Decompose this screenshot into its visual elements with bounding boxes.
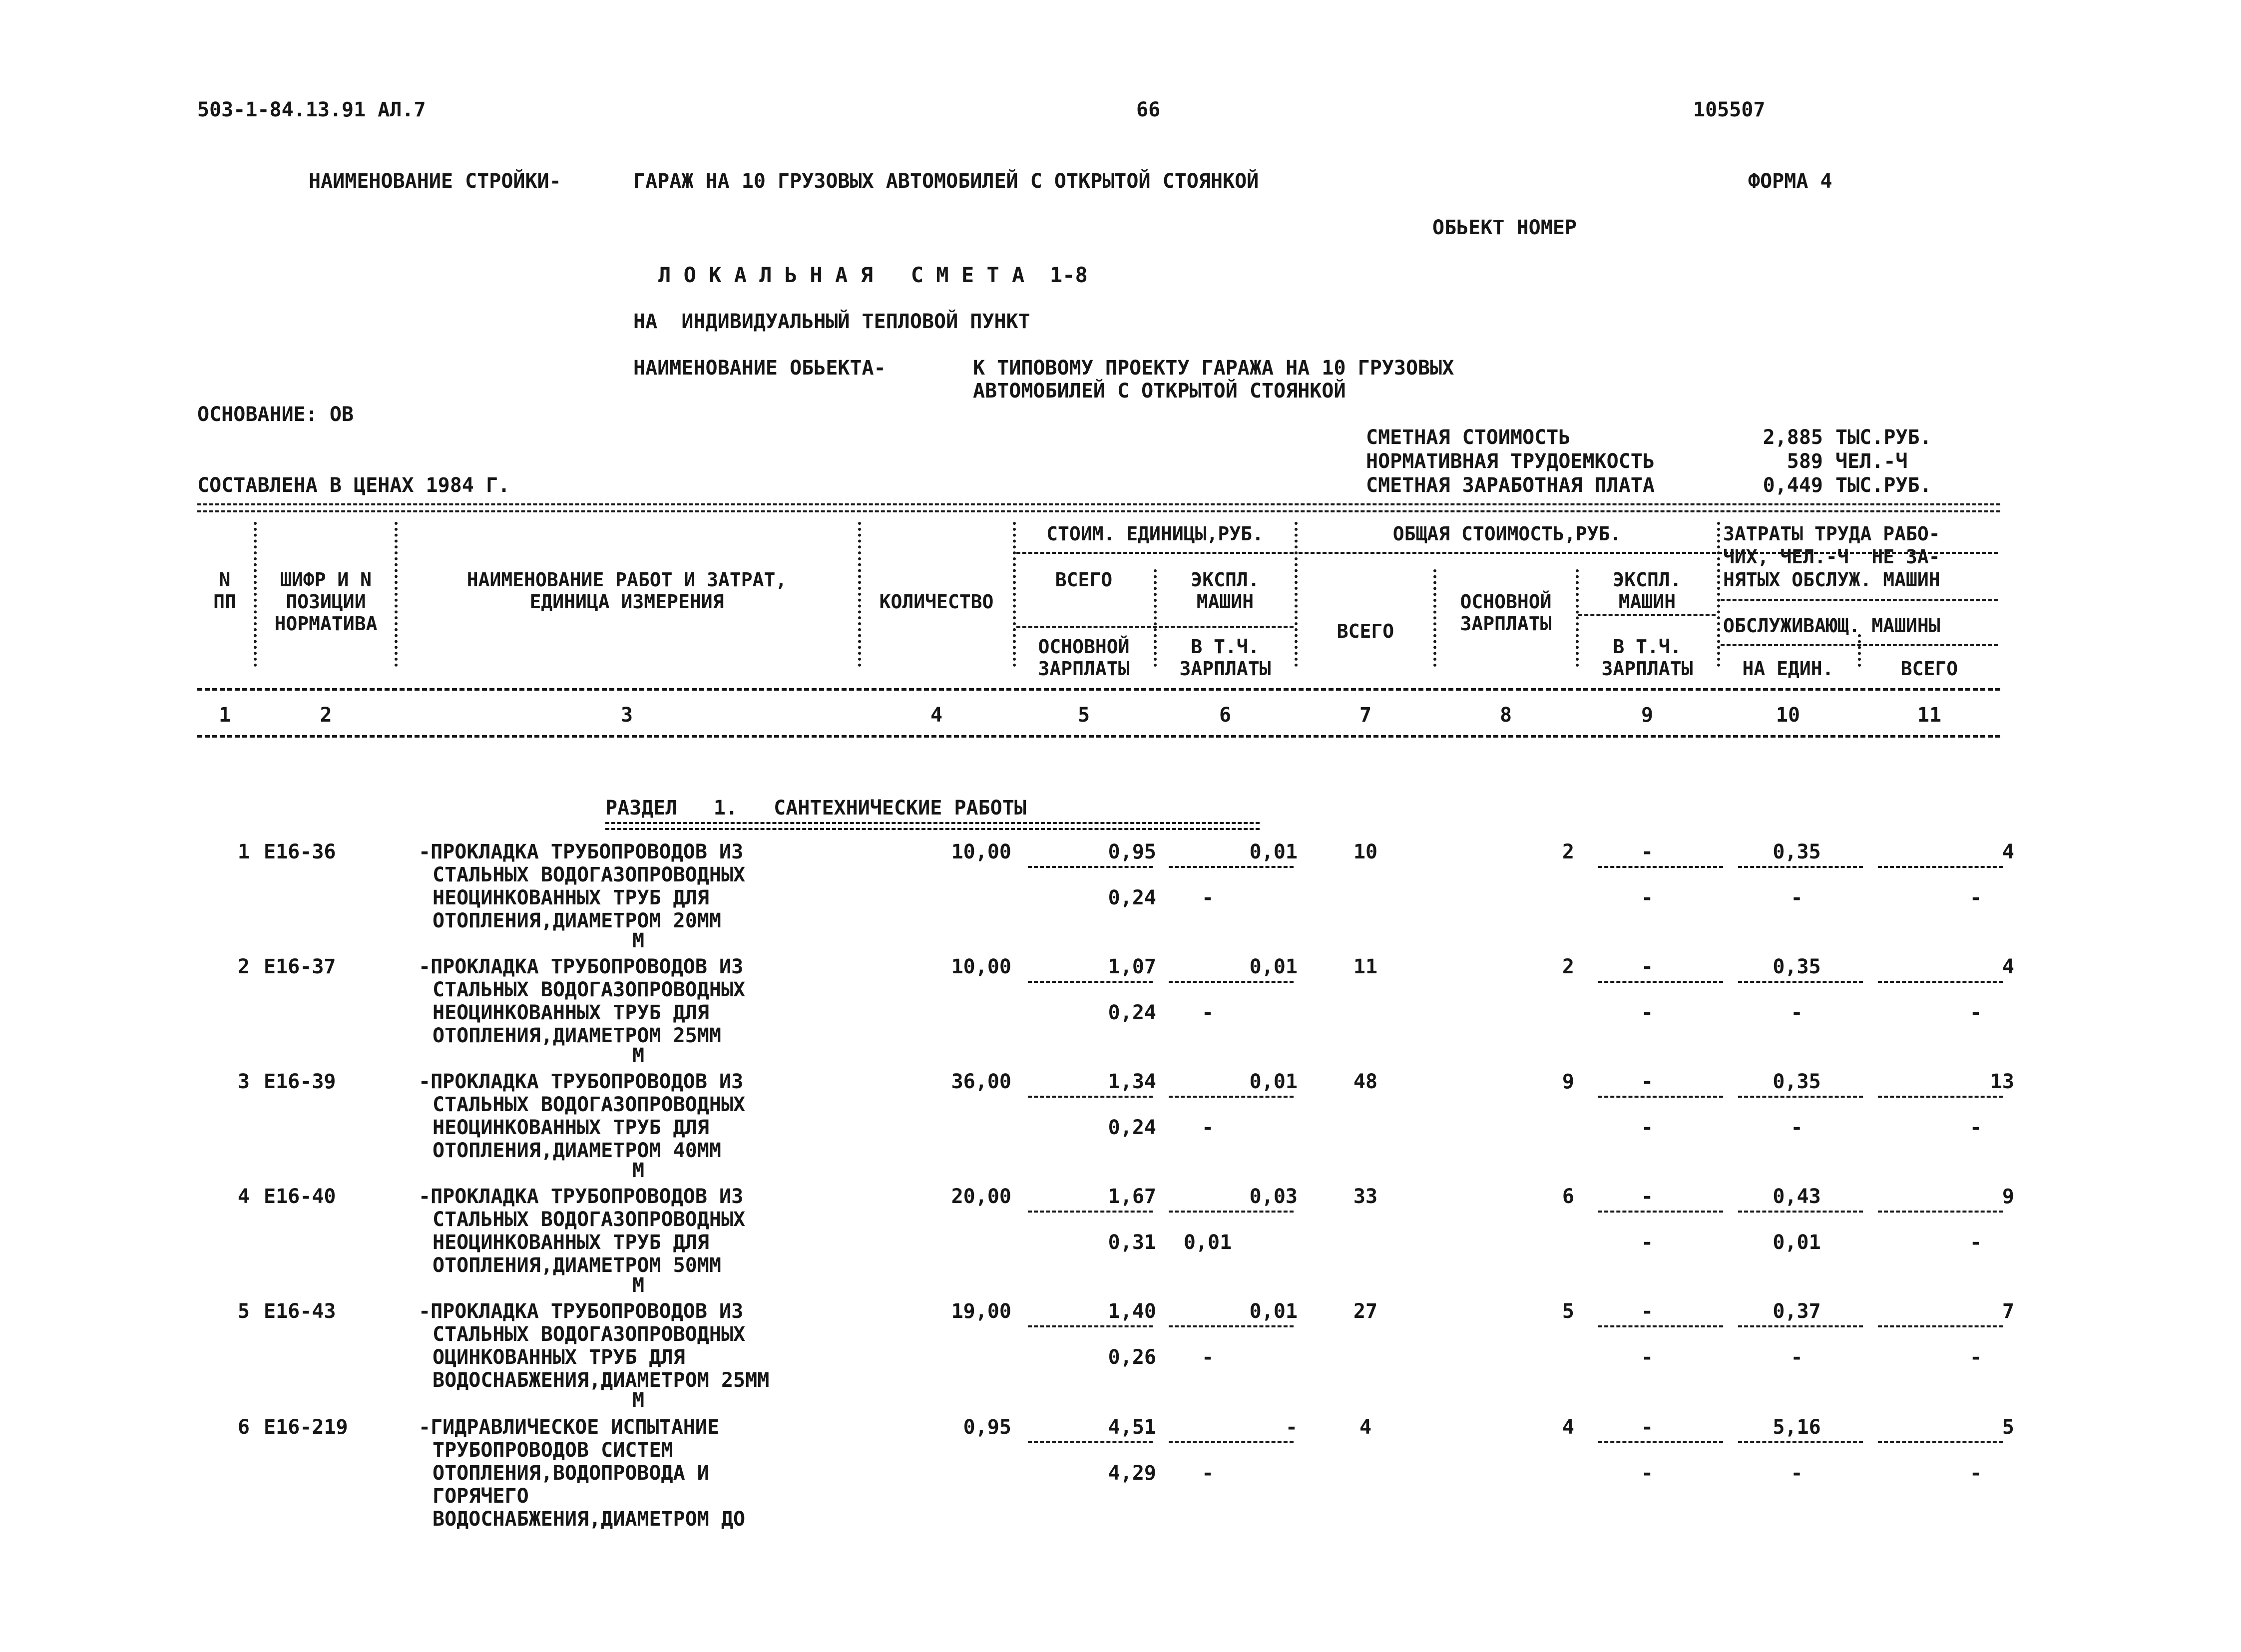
row-description-line: ОТОПЛЕНИЯ,ДИАМЕТРОМ 20ММ — [433, 909, 721, 932]
row-description-line: ОТОПЛЕНИЯ,ДИАМЕТРОМ 25ММ — [433, 1024, 721, 1047]
hdr-total-wage-2: ЗАРПЛАТЫ — [1460, 613, 1552, 635]
row-number: 2 — [237, 955, 250, 978]
hdr-unit-mach-1: ЭКСПЛ. — [1191, 569, 1260, 591]
row-unit-cost-wage: 0,24 — [1108, 1116, 1156, 1139]
hdr-unit-incl-1: В Т.Ч. — [1191, 636, 1260, 658]
row-unit-cost-total: 1,67 — [1108, 1185, 1156, 1208]
hdr-unit-wage-1: ОСНОВНОЙ — [1038, 636, 1130, 658]
hdr-unit-total: ВСЕГО — [1055, 569, 1113, 591]
object-name-label: НАИМЕНОВАНИЕ ОБЬЕКТА- — [633, 357, 886, 380]
colsep-6 — [1717, 522, 1720, 667]
hdr-total-incl-1: В Т.Ч. — [1613, 636, 1682, 658]
row-total-incl: - — [1641, 1001, 1654, 1024]
colsep-8a — [1576, 569, 1579, 667]
row-labor-unit-rule — [1738, 1441, 1863, 1443]
row-total-incl: - — [1641, 1346, 1654, 1369]
form-label: ФОРМА 4 — [1748, 170, 1832, 193]
row-unit-cost-machines: 0,01 — [1249, 955, 1298, 978]
hdr-name-2: ЕДИНИЦА ИЗМЕРЕНИЯ — [529, 591, 724, 613]
row-description-line: НЕОЦИНКОВАННЫХ ТРУБ ДЛЯ — [433, 1001, 709, 1024]
colsep-7a — [1433, 569, 1436, 667]
row-total-mach-rule — [1598, 981, 1723, 983]
summary-unit-wage: ТЫС.РУБ. — [1835, 474, 1932, 497]
row-code: Е16-39 — [264, 1070, 336, 1093]
row-unit-cost-machines: 0,01 — [1249, 840, 1298, 863]
row-total-machines: - — [1641, 1416, 1654, 1439]
row-description-line: СТАЛЬНЫХ ВОДОГАЗОПРОВОДНЫХ — [433, 1208, 746, 1231]
row-description-line: НЕОЦИНКОВАННЫХ ТРУБ ДЛЯ — [433, 886, 709, 909]
colnum-8: 8 — [1499, 704, 1512, 727]
row-unit-cost-total: 4,51 — [1108, 1416, 1156, 1439]
hdr-unit-wage-2: ЗАРПЛАТЫ — [1038, 658, 1130, 680]
row-labor-total: 5 — [2002, 1416, 2014, 1439]
row-quantity: 20,00 — [951, 1185, 1011, 1208]
row-unit-cost-incl: - — [1201, 886, 1214, 909]
row-quantity: 36,00 — [951, 1070, 1011, 1093]
row-number: 5 — [237, 1300, 250, 1323]
hdr-cipher-1: ШИФР И N — [280, 569, 372, 591]
row-labor-unit: 0,35 — [1773, 840, 1821, 863]
hdr-name-1: НАИМЕНОВАНИЕ РАБОТ И ЗАТРАТ, — [466, 569, 787, 591]
colnum-7: 7 — [1359, 704, 1372, 727]
summary-unit-labor: ЧЕЛ.-Ч — [1835, 450, 1908, 473]
row-total-wage: 2 — [1562, 840, 1574, 863]
row-code: Е16-219 — [264, 1416, 348, 1439]
hdr-n-2: ПП — [213, 591, 236, 613]
row-description-line: ВОДОСНАБЖЕНИЯ,ДИАМЕТРОМ ДО — [433, 1508, 746, 1531]
summary-unit-cost: ТЫС.РУБ. — [1835, 426, 1932, 449]
colnum-bottom-rule — [197, 735, 2000, 738]
row-total-mach-rule — [1598, 1211, 1723, 1213]
colsep-4 — [1013, 522, 1016, 667]
row-total-machines: - — [1641, 1070, 1654, 1093]
row-unit: М — [632, 1159, 645, 1182]
row-unit-cost-wage: 0,26 — [1108, 1346, 1156, 1369]
colnum-2: 2 — [320, 704, 332, 727]
row-description-line: ВОДОСНАБЖЕНИЯ,ДИАМЕТРОМ 25ММ — [433, 1369, 770, 1392]
row-description-line: ОТОПЛЕНИЯ,ДИАМЕТРОМ 50ММ — [433, 1254, 721, 1277]
row-unit-cost-rule — [1028, 866, 1153, 868]
table-top-rule — [197, 503, 2000, 512]
row-unit-cost-rule — [1028, 1325, 1153, 1327]
row-total-cost: 33 — [1353, 1185, 1378, 1208]
row-total-mach-rule — [1598, 1441, 1723, 1443]
row-labor-total-rule — [1878, 1325, 2003, 1327]
row-unit-cost-rule — [1028, 1441, 1153, 1443]
row-description-line: ОТОПЛЕНИЯ,ДИАМЕТРОМ 40ММ — [433, 1139, 721, 1162]
row-description-line: ОТОПЛЕНИЯ,ВОДОПРОВОДА И — [433, 1462, 709, 1485]
row-total-wage: 4 — [1562, 1416, 1574, 1439]
row-total-incl: - — [1641, 1231, 1654, 1254]
hdr-total-incl-2: ЗАРПЛАТЫ — [1601, 658, 1693, 680]
row-total-cost: 10 — [1353, 840, 1378, 863]
hdr-unit-incl-2: ЗАРПЛАТЫ — [1179, 658, 1271, 680]
row-total-machines: - — [1641, 840, 1654, 863]
estimate-title: Л О К А Л Ь Н А Я С М Е Т А 1-8 — [658, 263, 1088, 287]
row-quantity: 0,95 — [963, 1416, 1011, 1439]
row-labor-unit-service: - — [1791, 1346, 1803, 1369]
colsep-3 — [858, 522, 861, 667]
row-unit-cost-incl: - — [1201, 1462, 1214, 1485]
row-unit-cost-total: 1,40 — [1108, 1300, 1156, 1323]
row-unit-mach-rule — [1169, 866, 1294, 868]
hdr-labor-1: ЗАТРАТЫ ТРУДА РАБО- — [1723, 523, 1940, 545]
hdr-n-1: N — [219, 569, 231, 591]
hdr-total-cost: ОБЩАЯ СТОИМОСТЬ,РУБ. — [1392, 523, 1622, 545]
section-title: РАЗДЕЛ 1. САНТЕХНИЧЕСКИЕ РАБОТЫ — [605, 797, 1026, 820]
row-labor-unit: 0,43 — [1773, 1185, 1821, 1208]
row-description-line: ГОРЯЧЕГО — [433, 1485, 529, 1508]
row-unit-mach-rule — [1169, 981, 1294, 983]
row-unit-cost-wage: 4,29 — [1108, 1462, 1156, 1485]
row-labor-unit-rule — [1738, 981, 1863, 983]
row-total-mach-rule — [1598, 866, 1723, 868]
row-unit-cost-total: 1,34 — [1108, 1070, 1156, 1093]
row-total-wage: 9 — [1562, 1070, 1574, 1093]
row-unit-cost-wage: 0,24 — [1108, 886, 1156, 909]
row-total-cost: 27 — [1353, 1300, 1378, 1323]
row-unit-mach-rule — [1169, 1441, 1294, 1443]
row-description-line: НЕОЦИНКОВАННЫХ ТРУБ ДЛЯ — [433, 1116, 709, 1139]
row-labor-unit-service: 0,01 — [1773, 1231, 1821, 1254]
row-total-cost: 11 — [1353, 955, 1378, 978]
row-labor-total-service: - — [1969, 886, 1982, 909]
row-total-incl: - — [1641, 886, 1654, 909]
colnum-11: 11 — [1917, 704, 1942, 727]
row-code: Е16-43 — [264, 1300, 336, 1323]
hdr-total-mach-2: МАШИН — [1618, 591, 1676, 613]
page-number: 66 — [1136, 98, 1161, 121]
unit-cost-rule — [1016, 552, 1294, 554]
row-unit-mach-rule — [1169, 1325, 1294, 1327]
row-total-machines: - — [1641, 955, 1654, 978]
row-labor-unit: 5,16 — [1773, 1416, 1821, 1439]
doc-number: 105507 — [1693, 98, 1766, 121]
row-unit-cost-machines: - — [1285, 1416, 1298, 1439]
colnum-3: 3 — [620, 704, 633, 727]
row-labor-unit-rule — [1738, 866, 1863, 868]
row-code: Е16-36 — [264, 840, 336, 863]
hdr-labor-4: ОБСЛУЖИВАЮЩ. МАШИНЫ — [1723, 615, 1940, 637]
row-total-mach-rule — [1598, 1096, 1723, 1098]
row-labor-total: 9 — [2002, 1185, 2014, 1208]
row-description-line: -ПРОКЛАДКА ТРУБОПРОВОДОВ ИЗ — [419, 1185, 744, 1208]
hdr-labor-3: НЯТЫХ ОБСЛУЖ. МАШИН — [1723, 569, 1940, 591]
row-unit-cost-wage: 0,24 — [1108, 1001, 1156, 1024]
row-description-line: СТАЛЬНЫХ ВОДОГАЗОПРОВОДНЫХ — [433, 1323, 746, 1346]
price-basis: СОСТАВЛЕНА В ЦЕНАХ 1984 Г. — [197, 474, 510, 497]
row-unit-cost-machines: 0,03 — [1249, 1185, 1298, 1208]
row-unit-cost-incl: 0,01 — [1183, 1231, 1232, 1254]
hdr-labor-2: ЧИХ, ЧЕЛ.-Ч НЕ ЗА- — [1723, 546, 1940, 568]
hdr-unit-cost: СТОИМ. ЕДИНИЦЫ,РУБ. — [1046, 523, 1264, 545]
row-unit: М — [632, 1274, 645, 1297]
row-unit-cost-incl: - — [1201, 1116, 1214, 1139]
object-name-line2: АВТОМОБИЛЕЙ С ОТКРЫТОЙ СТОЯНКОЙ — [973, 380, 1346, 403]
row-number: 6 — [237, 1416, 250, 1439]
object-name-line1: К ТИПОВОМУ ПРОЕКТУ ГАРАЖА НА 10 ГРУЗОВЫХ — [973, 357, 1454, 380]
row-total-wage: 6 — [1562, 1185, 1574, 1208]
row-unit-cost-total: 0,95 — [1108, 840, 1156, 863]
row-labor-unit-rule — [1738, 1325, 1863, 1327]
row-labor-unit-rule — [1738, 1096, 1863, 1098]
row-labor-total-service: - — [1969, 1116, 1982, 1139]
row-labor-unit-rule — [1738, 1211, 1863, 1213]
summary-value-cost: 2,885 — [1763, 426, 1823, 449]
summary-value-wage: 0,449 — [1763, 474, 1823, 497]
row-description-line: СТАЛЬНЫХ ВОДОГАЗОПРОВОДНЫХ — [433, 978, 746, 1001]
row-labor-total-rule — [1878, 981, 2003, 983]
row-total-machines: - — [1641, 1300, 1654, 1323]
row-labor-unit-service: - — [1791, 1001, 1803, 1024]
colsep-2 — [395, 522, 398, 667]
hdr-cipher-3: НОРМАТИВА — [274, 613, 378, 635]
row-number: 1 — [237, 840, 250, 863]
row-description-line: ОЦИНКОВАННЫХ ТРУБ ДЛЯ — [433, 1346, 685, 1369]
hdr-total-wage-1: ОСНОВНОЙ — [1460, 591, 1552, 613]
row-unit-cost-wage: 0,31 — [1108, 1231, 1156, 1254]
hdr-qty: КОЛИЧЕСТВО — [879, 591, 994, 613]
unit-cost-rule-2 — [1016, 626, 1294, 628]
row-unit-mach-rule — [1169, 1096, 1294, 1098]
construction-label: НАИМЕНОВАНИЕ СТРОЙКИ- — [309, 170, 561, 193]
basis: ОСНОВАНИЕ: ОВ — [197, 403, 354, 426]
row-total-wage: 2 — [1562, 955, 1574, 978]
row-quantity: 10,00 — [951, 840, 1011, 863]
row-labor-total-rule — [1878, 866, 2003, 868]
colnum-5: 5 — [1077, 704, 1090, 727]
hdr-unit-mach-2: МАШИН — [1196, 591, 1254, 613]
row-labor-total: 13 — [1990, 1070, 2014, 1093]
row-unit-cost-rule — [1028, 1211, 1153, 1213]
row-unit-cost-incl: - — [1201, 1346, 1214, 1369]
doc-code: 503-1-84.13.91 АЛ.7 — [197, 98, 426, 121]
row-total-machines: - — [1641, 1185, 1654, 1208]
hdr-total-mach-1: ЭКСПЛ. — [1613, 569, 1682, 591]
colnum-1: 1 — [218, 704, 231, 727]
row-labor-unit-service: - — [1791, 1116, 1803, 1139]
row-description-line: -ПРОКЛАДКА ТРУБОПРОВОДОВ ИЗ — [419, 955, 744, 978]
row-labor-total-rule — [1878, 1096, 2003, 1098]
row-number: 4 — [237, 1185, 250, 1208]
row-code: Е16-37 — [264, 955, 336, 978]
colnum-10: 10 — [1776, 704, 1800, 727]
section-underline — [605, 822, 1260, 830]
row-description-line: -ГИДРАВЛИЧЕСКОЕ ИСПЫТАНИЕ — [419, 1416, 720, 1439]
colsep-5a — [1154, 569, 1157, 667]
row-total-cost: 4 — [1359, 1416, 1372, 1439]
row-unit: М — [632, 1044, 645, 1067]
row-unit-cost-incl: - — [1201, 1001, 1214, 1024]
row-description-line: ТРУБОПРОВОДОВ СИСТЕМ — [433, 1439, 673, 1462]
colnum-6: 6 — [1219, 704, 1232, 727]
row-labor-total: 4 — [2002, 840, 2014, 863]
row-labor-total-rule — [1878, 1441, 2003, 1443]
colnum-top-rule — [197, 688, 2000, 691]
row-labor-unit: 0,37 — [1773, 1300, 1821, 1323]
hdr-labor-unit: НА ЕДИН. — [1742, 658, 1834, 680]
row-total-incl: - — [1641, 1116, 1654, 1139]
row-total-cost: 48 — [1353, 1070, 1378, 1093]
row-unit-cost-total: 1,07 — [1108, 955, 1156, 978]
row-labor-total-service: - — [1969, 1462, 1982, 1485]
summary-label-labor: НОРМАТИВНАЯ ТРУДОЕМКОСТЬ — [1366, 450, 1655, 473]
construction-name: ГАРАЖ НА 10 ГРУЗОВЫХ АВТОМОБИЛЕЙ С ОТКРЫТОЙ СТОЯНКОЙ — [633, 170, 1259, 193]
row-unit-cost-rule — [1028, 1096, 1153, 1098]
row-labor-total-service: - — [1969, 1001, 1982, 1024]
row-unit: М — [632, 929, 645, 952]
row-unit-cost-machines: 0,01 — [1249, 1300, 1298, 1323]
row-labor-total-service: - — [1969, 1346, 1982, 1369]
total-mach-rule — [1578, 614, 1716, 616]
colsep-1 — [254, 522, 257, 667]
row-description-line: -ПРОКЛАДКА ТРУБОПРОВОДОВ ИЗ — [419, 840, 744, 863]
row-unit-cost-machines: 0,01 — [1249, 1070, 1298, 1093]
row-total-wage: 5 — [1562, 1300, 1574, 1323]
row-description-line: -ПРОКЛАДКА ТРУБОПРОВОДОВ ИЗ — [419, 1300, 744, 1323]
estimate-subject: НА ИНДИВИДУАЛЬНЫЙ ТЕПЛОВОЙ ПУНКТ — [633, 310, 1030, 333]
row-labor-total-rule — [1878, 1211, 2003, 1213]
labor-rule-1 — [1721, 599, 1998, 601]
row-labor-unit-service: - — [1791, 886, 1803, 909]
row-unit-cost-rule — [1028, 981, 1153, 983]
colnum-9: 9 — [1641, 704, 1654, 727]
row-labor-total: 7 — [2002, 1300, 2014, 1323]
row-description-line: НЕОЦИНКОВАННЫХ ТРУБ ДЛЯ — [433, 1231, 709, 1254]
row-labor-total-service: - — [1969, 1231, 1982, 1254]
summary-label-wage: СМЕТНАЯ ЗАРАБОТНАЯ ПЛАТА — [1366, 474, 1655, 497]
hdr-cipher-2: ПОЗИЦИИ — [286, 591, 366, 613]
row-description-line: СТАЛЬНЫХ ВОДОГАЗОПРОВОДНЫХ — [433, 1093, 746, 1116]
summary-label-cost: СМЕТНАЯ СТОИМОСТЬ — [1366, 426, 1571, 449]
row-labor-unit: 0,35 — [1773, 955, 1821, 978]
row-unit: М — [632, 1389, 645, 1412]
row-number: 3 — [237, 1070, 250, 1093]
row-total-incl: - — [1641, 1462, 1654, 1485]
row-description-line: СТАЛЬНЫХ ВОДОГАЗОПРОВОДНЫХ — [433, 863, 746, 886]
row-unit-mach-rule — [1169, 1211, 1294, 1213]
row-quantity: 19,00 — [951, 1300, 1011, 1323]
labor-rule-2 — [1721, 644, 1998, 646]
colsep-5 — [1295, 522, 1298, 667]
row-code: Е16-40 — [264, 1185, 336, 1208]
hdr-total-all: ВСЕГО — [1337, 620, 1394, 642]
hdr-labor-total: ВСЕГО — [1900, 658, 1958, 680]
row-quantity: 10,00 — [951, 955, 1011, 978]
row-labor-total: 4 — [2002, 955, 2014, 978]
colsep-10a — [1858, 634, 1861, 667]
colnum-4: 4 — [930, 704, 943, 727]
row-description-line: -ПРОКЛАДКА ТРУБОПРОВОДОВ ИЗ — [419, 1070, 744, 1093]
summary-value-labor: 589 — [1787, 450, 1823, 473]
row-labor-unit-service: - — [1791, 1462, 1803, 1485]
object-number-label: ОБЬЕКТ НОМЕР — [1432, 216, 1577, 239]
row-labor-unit: 0,35 — [1773, 1070, 1821, 1093]
row-total-mach-rule — [1598, 1325, 1723, 1327]
